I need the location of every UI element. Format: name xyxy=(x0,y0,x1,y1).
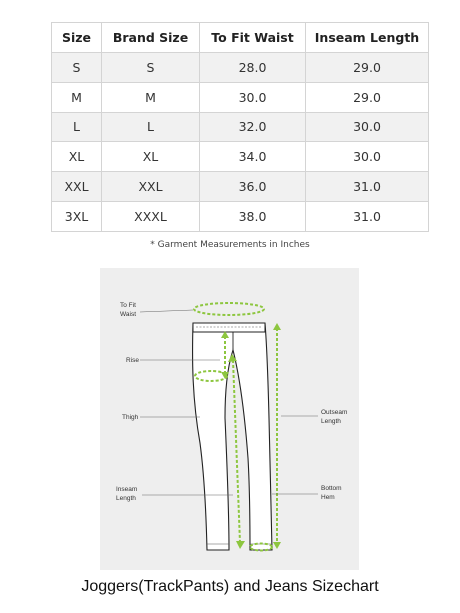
measurement-note: * Garment Measurements in Inches xyxy=(150,240,310,250)
label-hem: Hem xyxy=(321,494,335,501)
label-bottom: Bottom xyxy=(321,485,342,492)
table-row xyxy=(52,201,429,231)
table-row xyxy=(52,53,429,83)
cell-size: M xyxy=(52,82,102,112)
cell-inseam: 31.0 xyxy=(306,201,429,231)
cell-inseam: 30.0 xyxy=(306,142,429,172)
cell-waist: 30.0 xyxy=(200,82,306,112)
cell-size: XL xyxy=(52,142,102,172)
cell-inseam: 31.0 xyxy=(306,172,429,202)
pants-diagram-svg xyxy=(100,268,359,570)
table-row xyxy=(52,82,429,112)
cell-waist: 36.0 xyxy=(200,172,306,202)
waistband xyxy=(193,323,265,332)
measurement-diagram xyxy=(100,268,359,570)
header-brand-size: Brand Size xyxy=(102,23,200,53)
cell-inseam: 30.0 xyxy=(306,112,429,142)
table-row xyxy=(52,142,429,172)
cell-brand-size: S xyxy=(102,53,200,83)
header-size: Size xyxy=(52,23,102,53)
header-to-fit-waist: To Fit Waist xyxy=(200,23,306,53)
cell-inseam: 29.0 xyxy=(306,53,429,83)
cell-brand-size: XXXL xyxy=(102,201,200,231)
cell-brand-size: XL xyxy=(102,142,200,172)
label-to-fit: To Fit xyxy=(120,302,136,309)
cell-waist: 28.0 xyxy=(200,53,306,83)
waist-measure-ellipse xyxy=(194,303,264,315)
size-chart-table xyxy=(51,22,429,232)
cell-brand-size: XXL xyxy=(102,172,200,202)
cell-size: L xyxy=(52,112,102,142)
cell-inseam: 29.0 xyxy=(306,82,429,112)
table-row xyxy=(52,112,429,142)
header-inseam-length: Inseam Length xyxy=(306,23,429,53)
cell-waist: 34.0 xyxy=(200,142,306,172)
cell-size: S xyxy=(52,53,102,83)
label-rise: Rise xyxy=(126,357,140,364)
cell-size: 3XL xyxy=(52,201,102,231)
label-waist: Waist xyxy=(120,311,137,318)
label-outseam: Outseam xyxy=(321,409,348,416)
table-header-row xyxy=(52,23,429,53)
size-table-container xyxy=(51,22,428,232)
label-inseam-length: Length xyxy=(116,495,136,502)
cell-brand-size: M xyxy=(102,82,200,112)
cell-brand-size: L xyxy=(102,112,200,142)
cell-waist: 32.0 xyxy=(200,112,306,142)
label-inseam: Inseam xyxy=(116,486,138,493)
label-outseam-length: Length xyxy=(321,418,341,425)
size-chart-caption: Joggers(TrackPants) and Jeans Sizechart xyxy=(81,578,379,595)
cell-waist: 38.0 xyxy=(200,201,306,231)
table-row xyxy=(52,172,429,202)
cell-size: XXL xyxy=(52,172,102,202)
label-thigh: Thigh xyxy=(122,414,139,421)
